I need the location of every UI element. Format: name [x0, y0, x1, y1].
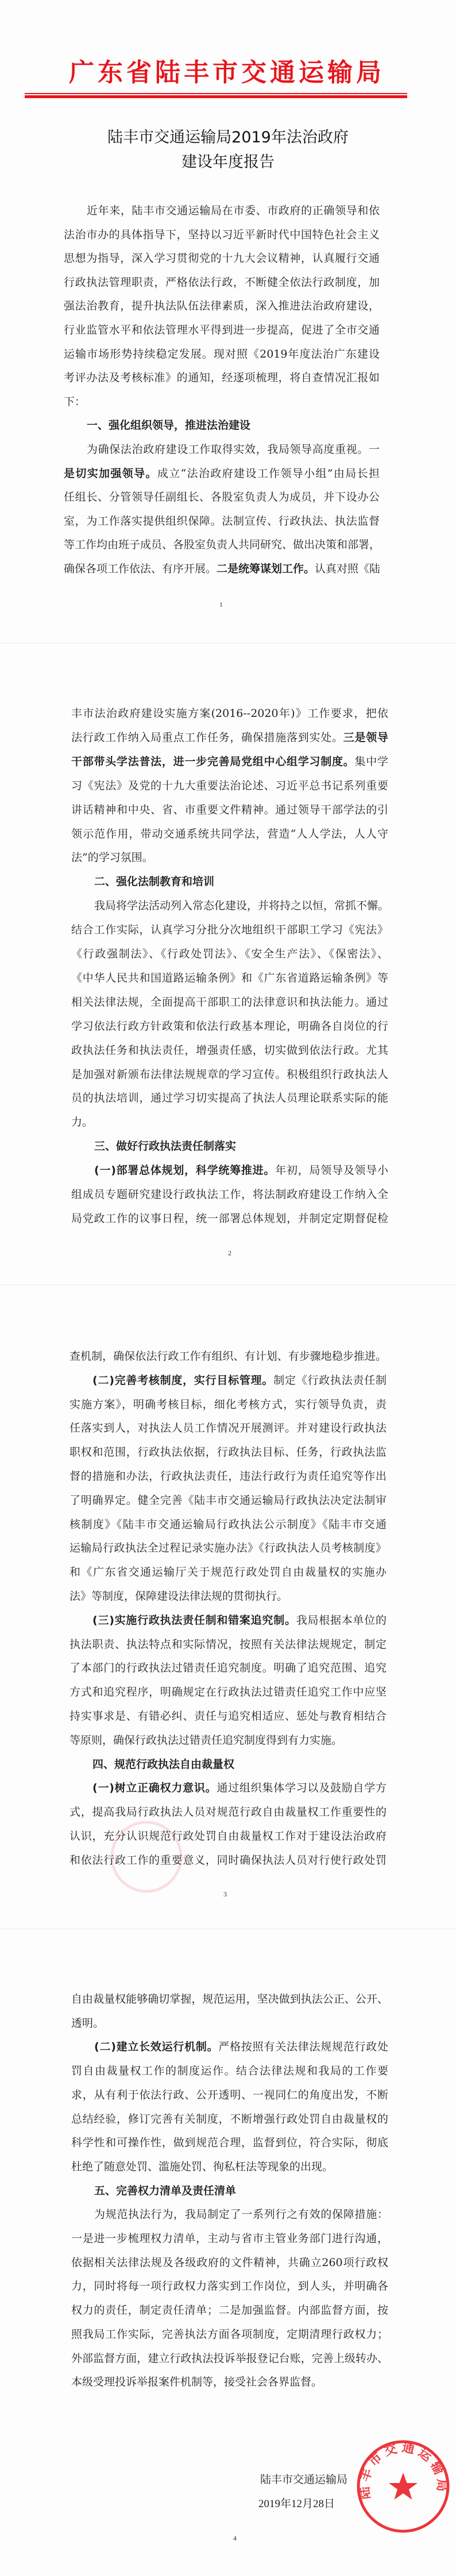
- text-segment: 是加强对新颁布法律法规规章的学习宣传。积极组织行政执法人: [71, 1068, 388, 1081]
- text-segment: 执法职责、执法特点和实际情况，按照有关法律法规规定，制定: [69, 1638, 387, 1651]
- text-segment: 法”的学习氛围。: [71, 851, 153, 864]
- body-text-line: [71, 827, 388, 841]
- body-text-line: [71, 1115, 388, 1130]
- text-segment: 行业监管水平和依法管理水平得到进一步提高，促进了全市交通: [64, 324, 380, 336]
- body-text-line: [71, 1019, 388, 1034]
- text-segment: 三、做好行政执法责任制落实: [94, 1140, 237, 1153]
- stamp-bleed-through: [109, 1820, 184, 1894]
- signature-date: 2019年12月28日: [258, 2498, 335, 2510]
- body-text-line: [64, 537, 380, 552]
- signature-org: 陆丰市交通运输局: [260, 2473, 348, 2486]
- text-segment: 查机制，确保依法行政工作有组织、有计划、有步骤地稳步推进。: [69, 1350, 387, 1363]
- text-segment: 一、强化组织领导，推进法治建设: [87, 419, 251, 432]
- page-number: 3: [223, 1890, 227, 1898]
- body-text-line: [69, 1733, 387, 1748]
- bold-lead-text: 是切实加强领导。: [64, 467, 157, 480]
- page-number: 1: [219, 600, 223, 608]
- text-segment: 任落实到人，对执法人员工作情况开展测评。并对建设行政执法: [69, 1422, 387, 1435]
- body-text-line: [64, 275, 380, 290]
- text-segment: 确保各项工作依法、有序开展。: [64, 562, 217, 575]
- body-text-line: [64, 442, 380, 457]
- text-segment: 习《宪法》及党的十九大重要法治论述、习近平总书记系列重要: [71, 779, 388, 792]
- body-text-line: [69, 1565, 387, 1580]
- body-text-line: [71, 995, 388, 1010]
- body-text-line: [71, 2375, 388, 2389]
- text-segment: 了明确界定。健全完善《陆丰市交通运输局行政执法决定法制审: [69, 1493, 387, 1507]
- text-segment: 职权和范围，行政执法依据，行政执法目标、任务，行政执法监: [69, 1446, 387, 1459]
- body-text-line: [71, 778, 388, 793]
- page-number: 2: [228, 1249, 231, 1257]
- text-segment: 法治市办的具体指导下，坚持以习近平新时代中国特色社会主义: [64, 228, 380, 241]
- body-text-line: [71, 1163, 388, 1178]
- body-text-line: [69, 1589, 387, 1604]
- text-segment: 室，为工作落实提供组织保障。法制宣传、行政执法、执法监督: [64, 514, 380, 527]
- bold-lead-text: (二)建立长效运行机制。: [94, 2040, 219, 2054]
- body-text-line: [71, 1211, 388, 1226]
- body-text-line: [64, 370, 380, 385]
- text-segment: 运输局行政执法全过程记录实施办法》《行政执法人员考核制度》: [69, 1542, 387, 1555]
- text-segment: 制定《行政执法责任制: [273, 1374, 387, 1387]
- body-text-line: [64, 323, 380, 337]
- text-segment: 实施方案》，明确考核目标，细化考核方式，实行领导负责，责: [69, 1398, 387, 1411]
- text-segment: 权力的责任，制定责任清单；二是加强监督。内部监督方面，按: [71, 2304, 388, 2317]
- text-segment: 本级受理投诉举报案件机制等，接受社会各界监督。: [71, 2376, 323, 2389]
- text-segment: 下：: [64, 395, 86, 408]
- body-text-line: [69, 1685, 387, 1700]
- bold-lead-text: (三)实施行政执法责任制和错案追究制。: [92, 1613, 296, 1627]
- text-segment: 总结经验，修订完善有关制度，不断增强行政处罚自由裁量权的: [71, 2112, 388, 2125]
- body-text-line: [71, 1067, 388, 1082]
- body-text-line: [71, 2303, 388, 2318]
- page-number: 4: [233, 2534, 237, 2542]
- text-segment: 等原则，确保行政执法过错责任追究制度得到有力实施。: [69, 1733, 343, 1747]
- text-segment: 为确保法治政府建设工作取得实效，我局领导高度重视。一: [87, 443, 380, 456]
- document-title-line1: 陆丰市交通运输局2019年法治政府: [107, 129, 349, 146]
- text-segment: 近年来，陆丰市交通运输局在市委、市政府的正确领导和依: [87, 204, 380, 217]
- body-text-line: [71, 2207, 388, 2222]
- star-icon: [389, 2473, 418, 2500]
- body-text-line: [71, 2351, 388, 2366]
- text-segment: 为规范执法行为，我局制定了一系列行之有效的保障措施：: [94, 2208, 388, 2221]
- body-text-line: [71, 1187, 388, 1202]
- body-text-line: [71, 2112, 388, 2127]
- text-segment: 持实事求是、有错必纠、责任与追究相适应、惩处与教育相结合: [69, 1710, 387, 1722]
- body-text-line: [71, 730, 388, 745]
- bold-lead-text: (一)部署总体规划，科学统筹推进。: [94, 1164, 276, 1177]
- body-text-line: [71, 2327, 388, 2342]
- text-segment: 二、强化法制教育和培训: [94, 875, 215, 889]
- body-text-line: [69, 1709, 387, 1724]
- bold-lead-text: (一)树立正确权力意识。: [92, 1782, 217, 1795]
- text-segment: 和依法行政工作的重要意义，同时确保执法人员对行使行政处罚: [69, 1853, 387, 1867]
- bold-lead-text: (二)完善考核制度，实行目标管理。: [92, 1374, 274, 1387]
- body-text-line: [64, 514, 380, 529]
- body-text-line: [71, 971, 388, 986]
- text-segment: 法行政工作纳入局重点工作任务，确保措施落到实处。: [71, 731, 343, 744]
- body-text-line: [69, 1637, 387, 1652]
- text-segment: 我局根据本单位的: [296, 1613, 387, 1627]
- bold-lead-text: 干部带头学法普法，进一步完善局党组中心组学习制度。: [71, 755, 355, 768]
- body-text-line: [71, 1091, 388, 1105]
- text-segment: 《行政强制法》、《行政处罚法》、《安全生产法》、《保密法》、: [71, 948, 388, 960]
- text-segment: 行政执法管理职责，严格依法行政，不断健全依法行政制度，加: [64, 276, 380, 289]
- bold-lead-text: 三是领导: [343, 731, 388, 744]
- text-segment: 学习依法行政方针政策和依法行政基本理论，明确各自岗位的行: [71, 1019, 388, 1033]
- body-text-line: [71, 2135, 388, 2150]
- text-segment: 相关法律法规，全面提高干部职工的法律意识和执法能力。通过: [71, 995, 388, 1008]
- body-text-line: [71, 2231, 388, 2246]
- text-segment: 认识，充分认识规范行政处罚自由裁量权工作对于建设法治政府: [69, 1830, 387, 1842]
- body-text-line: [71, 946, 388, 961]
- text-segment: 外部监督方面，建立行政执法投诉举报登记台账，完善上级转办、: [71, 2352, 388, 2365]
- text-segment: 局党政工作的议事日程，统一部署总体规划，并制定定期督促检: [71, 1212, 388, 1225]
- text-segment: 四、规范行政执法自由裁量权: [92, 1758, 235, 1771]
- text-segment: 任组长、分管领导任副组长、各股室负责人为成员，并下设办公: [64, 491, 380, 504]
- text-segment: 认真对照《陆: [315, 562, 381, 575]
- text-segment: 强法治教育，提升执法队伍法律素质，深入推进法治政府建设，: [64, 300, 380, 313]
- body-text-line: [64, 227, 380, 242]
- text-segment: 考评办法及考核标准》的通知，经逐项梳理，将自查情况汇报如: [64, 371, 380, 385]
- body-text-line: [71, 2016, 388, 2031]
- text-segment: 年初，局领导及领导小: [275, 1164, 388, 1177]
- text-segment: 成立“法治政府建设工作领导小组”由局长担: [157, 467, 380, 480]
- text-segment: 式，提高我局行政执法人员对规范行政自由裁量权工作重要性的: [69, 1806, 387, 1819]
- text-segment: 杜绝了随意处罚、滥施处罚、徇私枉法等现象的出现。: [71, 2160, 334, 2173]
- body-text-line: [69, 1613, 387, 1628]
- body-text-line: [64, 347, 380, 362]
- text-segment: 力，同时将每一项行政权力落实到工作岗位，到人头，并明确各: [71, 2280, 388, 2293]
- seal-text: 陆丰市交通运输局: [357, 2440, 449, 2500]
- body-text-line: [69, 1469, 387, 1484]
- body-text-line: [64, 466, 380, 481]
- text-segment: 核制度》《陆丰市交通运输局行政执法公示制度》《陆丰市交通: [69, 1518, 387, 1531]
- body-text-line: [71, 2279, 388, 2294]
- text-segment: 员的执法培训，通过学习切实提高了执法人员理论联系实际的能: [71, 1092, 388, 1105]
- body-text-line: [71, 2159, 388, 2174]
- text-segment: 结合工作实际，认真学习分批分次地组织干部职工学习《宪法》: [71, 924, 388, 937]
- body-text-line: [71, 754, 388, 769]
- body-text-line: [69, 1397, 387, 1412]
- body-text-line: [69, 1805, 387, 1820]
- text-segment: 力。: [71, 1116, 94, 1129]
- text-segment: 组成员专题研究建设行政执法工作，将法制政府建设工作纳入全: [71, 1188, 388, 1201]
- text-segment: 方式和追究程序，明确规定在行政执法过错责任追究工作中应坚: [69, 1686, 387, 1699]
- letterhead-org-name: 广东省陆丰市交通运输局: [69, 58, 385, 87]
- body-text-line: [69, 1445, 387, 1460]
- body-text-line: [69, 1421, 387, 1436]
- body-text-line: [64, 298, 380, 313]
- text-segment: 政执法任务和执法责任，增强责任感，切实做到依法行政。尤其: [71, 1043, 388, 1057]
- body-text-line: [71, 2255, 388, 2270]
- text-segment: 五、完善权力清单及责任清单: [94, 2184, 237, 2197]
- text-segment: 法》等制度，保障建设法律法规的贯彻执行。: [69, 1590, 288, 1603]
- document-title-line2: 建设年度报告: [181, 153, 275, 171]
- text-segment: 《中华人民共和国道路运输条例》和《广东省道路运输条例》等: [71, 971, 388, 984]
- text-segment: 领示范作用，带动交通系统共同学法，营造“人人学法，人人守: [71, 827, 388, 840]
- body-text-line: [69, 1349, 387, 1364]
- body-text-line: [71, 898, 388, 913]
- body-text-line: [64, 490, 380, 505]
- section-heading: [64, 418, 380, 433]
- body-text-line: [71, 2039, 388, 2054]
- bold-lead-text: 二是统筹谋划工作。: [217, 562, 315, 575]
- text-segment: 我局将学法活动列入常态化建设，并将持之以恒，常抓不懈。: [94, 899, 389, 913]
- body-text-line: [64, 394, 380, 409]
- text-segment: 讲话精神和中央、省、市重要文件精神。通过领导干部学法的引: [71, 803, 388, 816]
- body-text-line: [69, 1541, 387, 1555]
- section-heading: [71, 2183, 388, 2198]
- letterhead-divider: [25, 95, 407, 98]
- body-text-line: [64, 561, 380, 576]
- official-seal: [356, 2439, 450, 2534]
- body-text-line: [69, 1493, 387, 1508]
- body-text-line: [64, 203, 380, 218]
- text-segment: 依据相关法律法规及各级政府的文件精神，共确立260项行政权: [71, 2256, 388, 2269]
- section-heading: [71, 1139, 388, 1154]
- body-text-line: [71, 2063, 388, 2078]
- section-heading: [69, 1757, 387, 1772]
- text-segment: 运输市场形势持续稳定发展。现对照《2019年度法治广东建设: [64, 347, 380, 360]
- body-text-line: [71, 1043, 388, 1058]
- body-text-line: [69, 1780, 387, 1795]
- text-segment: 求，从有利于依法行政、公开透明、一视同仁的角度出发，不断: [71, 2088, 388, 2101]
- body-text-line: [71, 802, 388, 817]
- body-text-line: [71, 922, 388, 937]
- text-segment: 透明。: [71, 2016, 105, 2030]
- text-segment: 集中学: [354, 755, 388, 768]
- text-segment: 督的措施和办法，行政执法责任，违法行政行为责任追究等作出: [69, 1470, 387, 1483]
- text-segment: 自由裁量权能够确切掌握，规范运用，坚决做到执法公正、公开、: [71, 1993, 388, 2005]
- text-segment: 丰市法治政府建设实施方案(2016--2020年)》工作要求，把依: [71, 707, 388, 720]
- text-segment: 照我局工作实际，完善执法方面各项制度，定期清理行政权力；: [71, 2327, 388, 2341]
- text-segment: 等工作均由班子成员、各股室负责人共同研究、做出决策和部署，: [64, 538, 381, 552]
- text-segment: 思想为指导，深入学习贯彻党的十九大会议精神，认真履行交通: [64, 252, 380, 265]
- text-segment: 罚自由裁量权工作的制度运作。结合法律法规和我局的工作要: [71, 2065, 388, 2078]
- letterhead-divider: [25, 93, 407, 94]
- body-text-line: [69, 1517, 387, 1532]
- text-segment: 科学性和可操作性，做到规范合理，监督到位，符合实际，彻底: [71, 2136, 388, 2150]
- body-text-line: [71, 706, 388, 721]
- body-text-line: [71, 2088, 388, 2102]
- text-segment: 和《广东省交通运输厅关于规范行政处罚自由裁量权的实施办: [69, 1566, 387, 1579]
- text-segment: 通过组织集体学习以及鼓励自学方: [217, 1782, 387, 1795]
- text-segment: 一是进一步梳理权力清单，主动与省市主管业务部门进行沟通，: [71, 2232, 388, 2245]
- text-segment: 严格按照有关法律法规规范行政处: [218, 2040, 388, 2054]
- body-text-line: [64, 251, 380, 266]
- body-text-line: [69, 1661, 387, 1675]
- body-text-line: [71, 1992, 388, 2007]
- body-text-line: [69, 1373, 387, 1388]
- text-segment: 了本部门的行政执法过错责任追究制度。明确了追究范围、追究: [69, 1662, 387, 1675]
- body-text-line: [71, 850, 388, 865]
- section-heading: [71, 874, 388, 889]
